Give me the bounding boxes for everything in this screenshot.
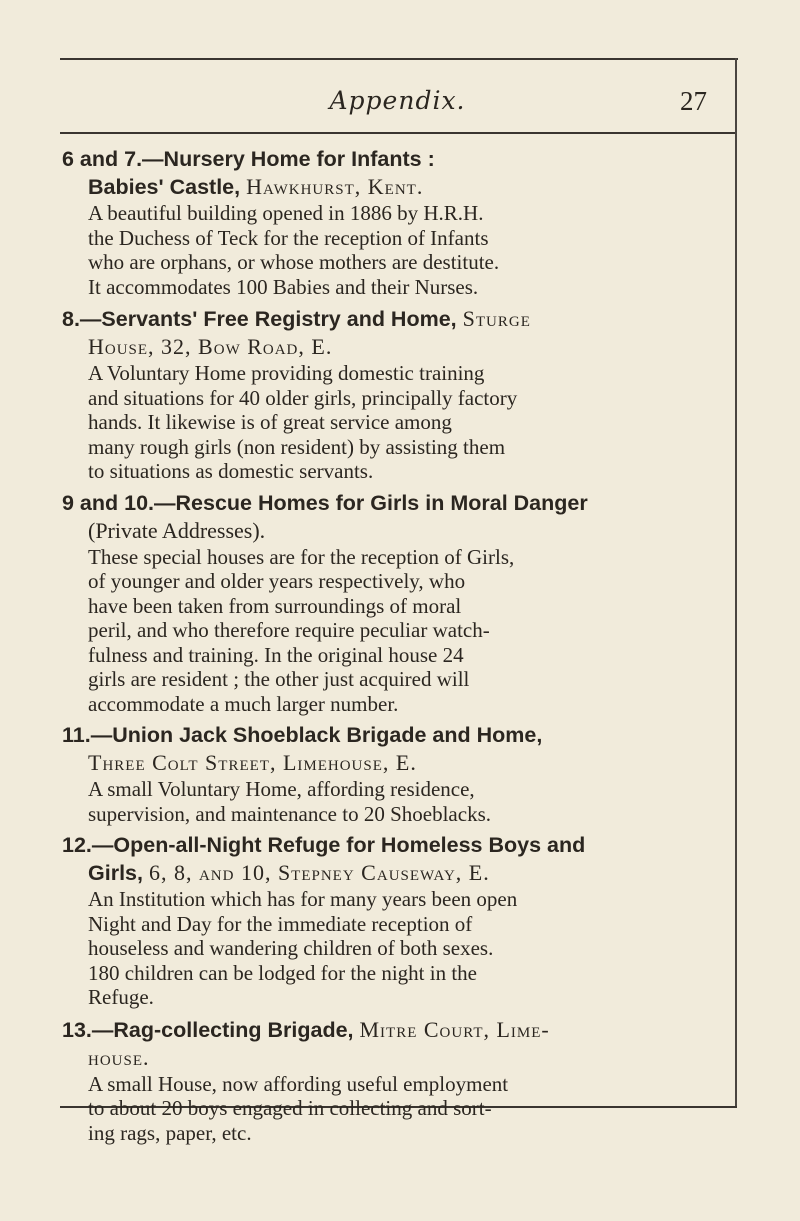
entry-subheading: Girls, 6, 8, and 10, Stepney Causeway, E. <box>88 860 490 885</box>
entry-night-refuge <box>62 832 732 1010</box>
body-line: of younger and older years respectively, who <box>88 569 466 593</box>
body-line: fulness and training. In the original house 24 <box>88 642 464 667</box>
entry-heading: 11.—Union Jack Shoeblack Brigade and Home, <box>62 723 543 747</box>
entry-rescue-homes <box>62 490 732 717</box>
entry-shoeblack-brigade <box>62 722 732 826</box>
body-line: accommodate a much larger number. <box>88 691 399 716</box>
header-title: Appendix. <box>329 86 466 115</box>
body-line: houseless and wandering children of both sexes. <box>88 936 494 960</box>
entry-heading: 12.—Open-all-Night Refuge for Homeless Boys and <box>62 833 586 857</box>
entry-subheading: (Private Addresses). <box>88 517 266 543</box>
body-line: many rough girls (non resident) by assisting them <box>88 434 506 459</box>
body-line: ing rags, paper, etc. <box>88 1120 252 1145</box>
body-line: supervision, and maintenance to 20 Shoeblacks. <box>88 801 491 826</box>
body-line: girls are resident ; the other just acquired will <box>88 667 470 691</box>
header-rule <box>60 132 735 134</box>
body-line: A small Voluntary Home, affording residence, <box>88 777 475 801</box>
entry-subheading: Three Colt Street, Limehouse, E. <box>88 750 417 775</box>
page-border-right <box>735 58 737 1108</box>
body-line: who are orphans, or whose mothers are destitute. <box>88 250 500 274</box>
body-line: These special houses are for the reception of Girls, <box>88 544 515 569</box>
body-line: A small House, now affording useful employment <box>88 1071 509 1096</box>
entry-heading: 8.—Servants' Free Registry and Home, Sturge <box>62 306 531 331</box>
body-line: hands. It likewise is of great service among <box>88 410 452 434</box>
body-line: have been taken from surroundings of moral <box>88 593 462 618</box>
page-border-top <box>60 58 738 60</box>
entry-nursery-home <box>62 146 732 299</box>
running-header <box>60 80 735 120</box>
body-line: Night and Day for the immediate reception of <box>88 911 473 936</box>
entry-subheading: house. <box>88 1044 150 1070</box>
body-line: the Duchess of Teck for the reception of Infants <box>88 225 489 250</box>
page-number: 27 <box>680 86 707 116</box>
body-line: A Voluntary Home providing domestic training <box>88 361 485 385</box>
body-line: An Institution which has for many years been open <box>88 887 518 911</box>
body-line: to about 20 boys engaged in collecting and sort- <box>88 1096 492 1120</box>
entry-heading: 6 and 7.—Nursery Home for Infants : <box>62 147 435 171</box>
entry-servants-registry <box>62 305 732 484</box>
entry-heading: 9 and 10.—Rescue Homes for Girls in Moral Danger <box>62 490 588 515</box>
body-line: It accommodates 100 Babies and their Nurses. <box>88 274 479 299</box>
body-line: peril, and who therefore require peculiar watch- <box>88 618 490 642</box>
body-line: Refuge. <box>88 985 154 1009</box>
body-line: 180 children can be lodged for the night in the <box>88 960 477 985</box>
entry-heading: 13.—Rag-collecting Brigade, Mitre Court, Lime- <box>62 1016 550 1042</box>
body-line: and situations for 40 older girls, principally factory <box>88 385 518 410</box>
entry-subheading: Babies' Castle, Hawkhurst, Kent. <box>88 174 424 199</box>
body-line: to situations as domestic servants. <box>88 459 374 483</box>
body-line: A beautiful building opened in 1886 by H.R.H. <box>88 201 484 225</box>
entry-subheading: House, 32, Bow Road, E. <box>88 334 333 359</box>
page-content <box>62 146 732 1151</box>
entry-rag-collecting <box>62 1016 732 1146</box>
